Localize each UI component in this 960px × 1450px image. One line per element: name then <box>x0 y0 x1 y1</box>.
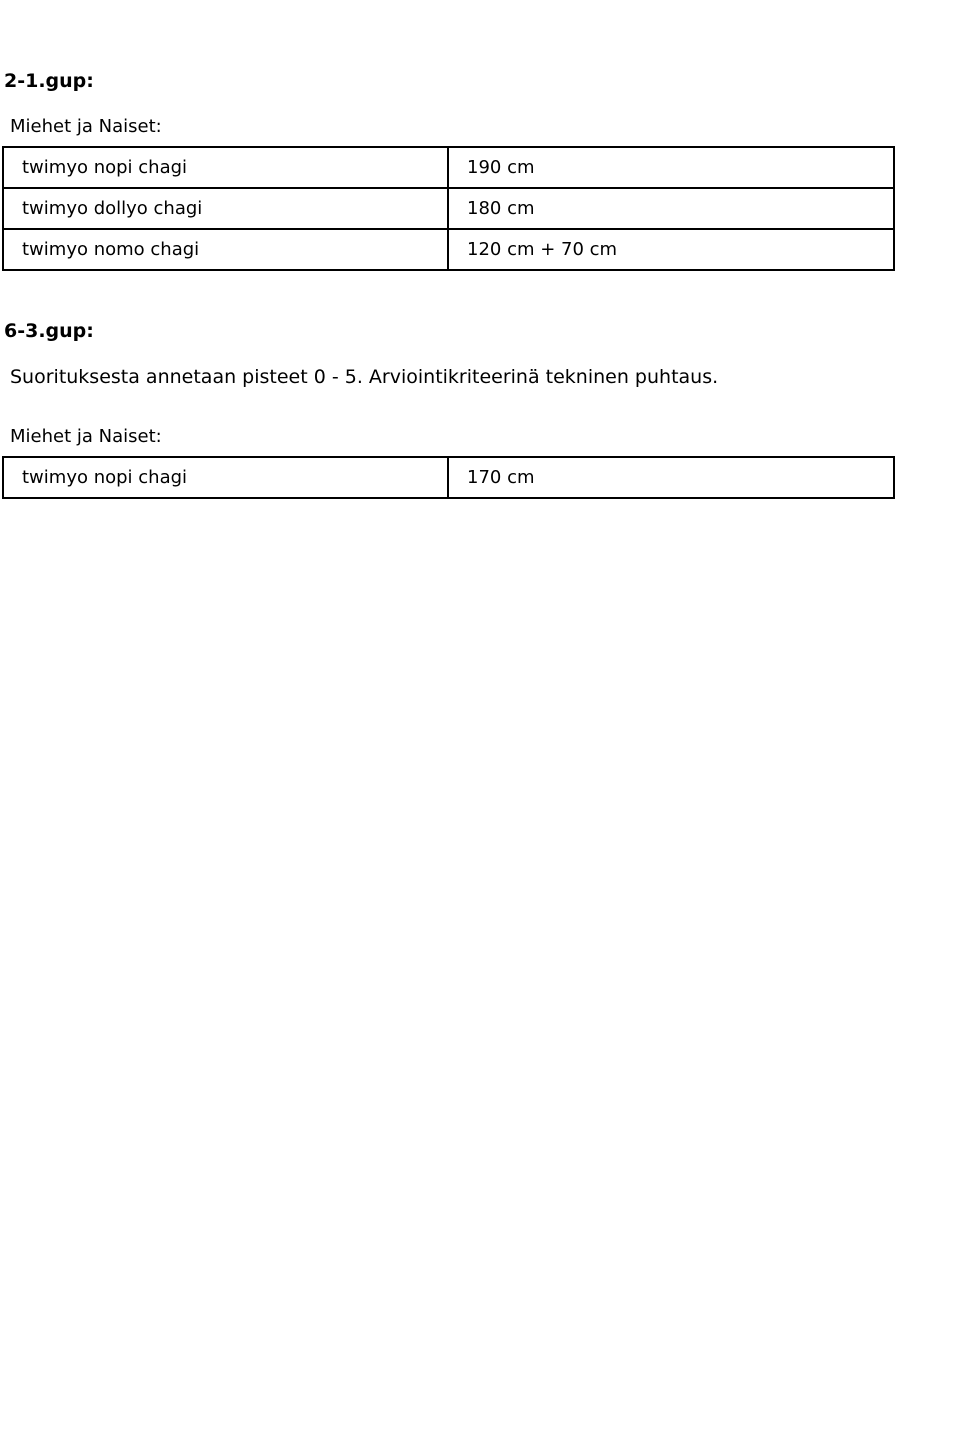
kick-height-table <box>2 456 895 499</box>
section-title: 2-1.gup: <box>4 70 94 92</box>
group-label: Miehet ja Naiset: <box>10 116 162 137</box>
scoring-note: Suorituksesta annetaan pisteet 0 - 5. Arviointikriteerinä tekninen puhtaus. <box>10 366 719 388</box>
height-cell: 120 cm + 70 cm <box>448 229 894 270</box>
height-cell: 180 cm <box>448 188 894 229</box>
section-title: 6-3.gup: <box>4 320 94 342</box>
table-row <box>3 457 894 498</box>
technique-cell: twimyo nopi chagi <box>3 457 448 498</box>
technique-cell: twimyo nomo chagi <box>3 229 448 270</box>
technique-cell: twimyo nopi chagi <box>3 147 448 188</box>
height-cell: 170 cm <box>448 457 894 498</box>
height-cell: 190 cm <box>448 147 894 188</box>
table-row <box>3 188 894 229</box>
table-row <box>3 229 894 270</box>
technique-cell: twimyo dollyo chagi <box>3 188 448 229</box>
kick-height-table <box>2 146 895 271</box>
group-label: Miehet ja Naiset: <box>10 426 162 447</box>
table-row <box>3 147 894 188</box>
